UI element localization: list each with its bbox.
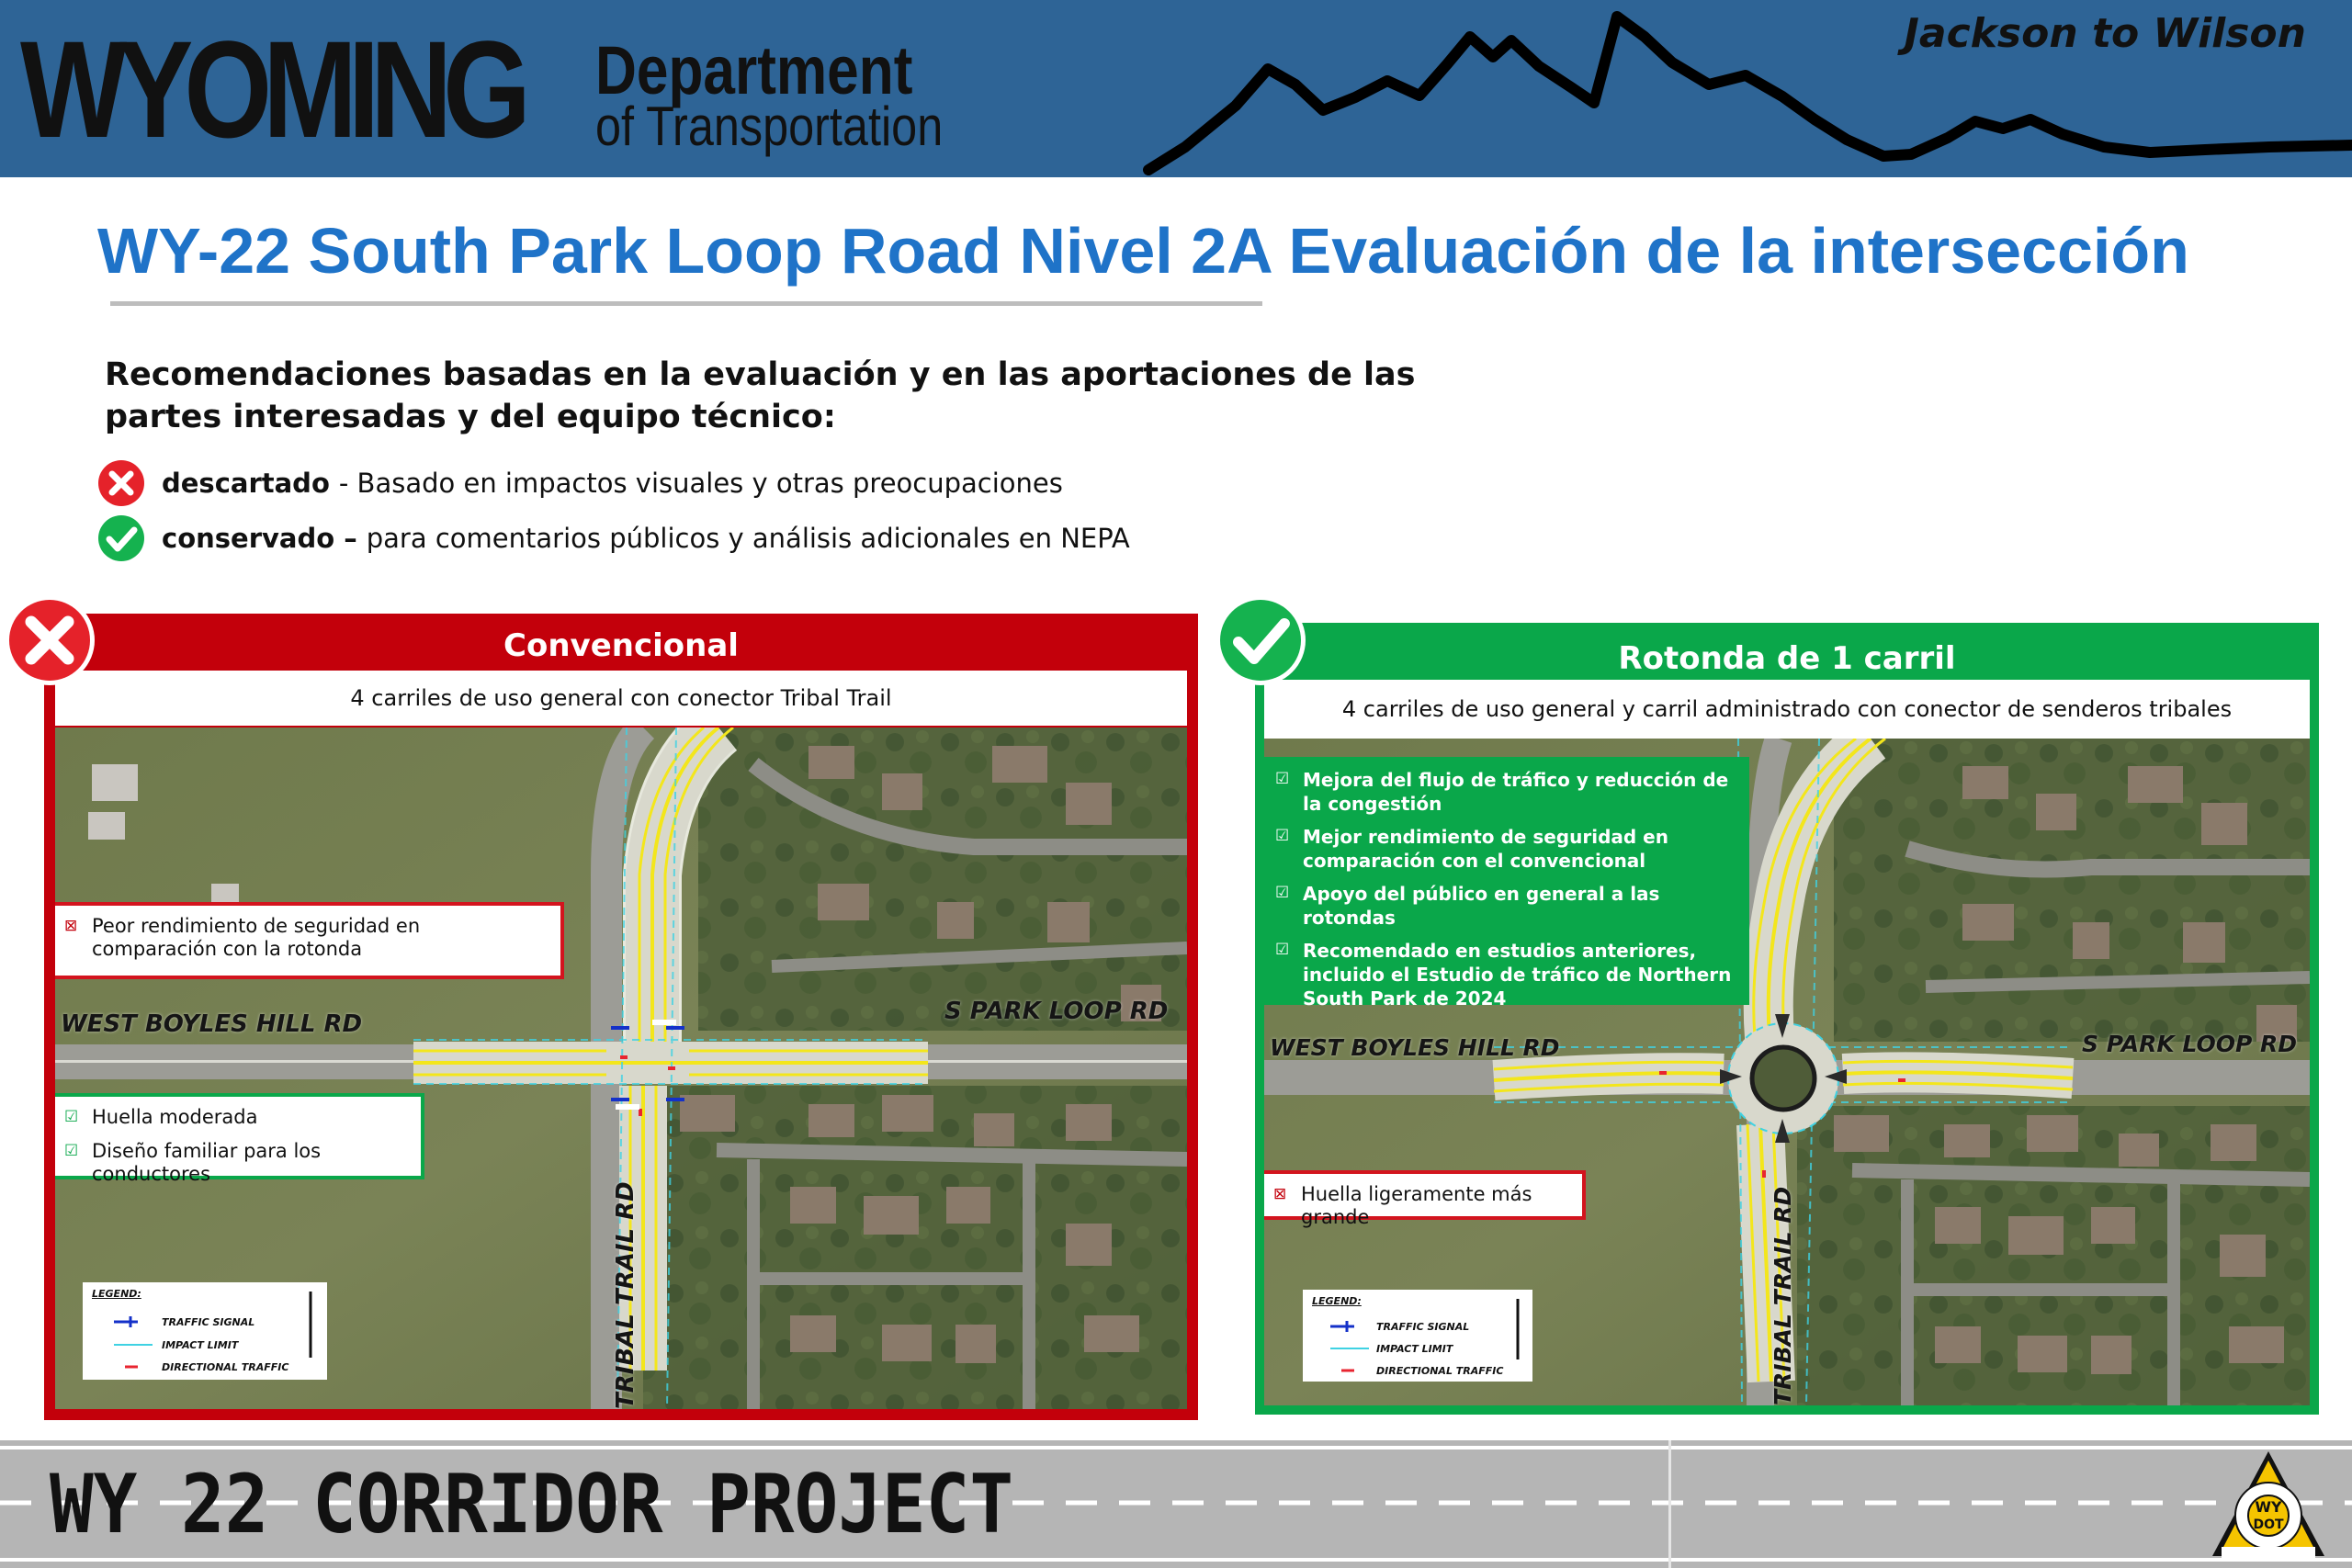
recommendations-heading: Recomendaciones basadas en la evaluación y en las aportaciones de las partes interesadas y del equipo técnico: [105, 356, 1416, 435]
pro-item [64, 1106, 410, 1129]
map-legend [83, 1282, 327, 1380]
option-title: Rotonda de 1 carril [1618, 640, 1956, 677]
kept-badge-icon [1213, 592, 1308, 688]
agency-header [0, 0, 2352, 177]
aerial-map-roundabout [1264, 739, 2310, 1405]
x-checkbox-icon: ⊠ [64, 917, 78, 935]
road-label-east: S PARK LOOP RD [2082, 1031, 2297, 1057]
pro-callout [55, 1093, 424, 1185]
corridor-project-title: WY 22 CORRIDOR PROJECT [50, 1457, 1014, 1551]
check-checkbox-icon: ☑ [64, 1142, 79, 1160]
region-label: Jackson to Wilson [1904, 10, 2306, 57]
x-checkbox-icon: ⊠ [1273, 1185, 1287, 1203]
con-item [1273, 1183, 1571, 1229]
title-divider [110, 301, 1262, 306]
con-callout [1264, 1170, 1586, 1228]
check-checkbox-icon: ☑ [1275, 941, 1290, 959]
legend-item: TRAFFIC SIGNAL [1376, 1321, 1470, 1333]
legend-item: IMPACT LIMIT [1376, 1343, 1453, 1355]
legend-title: LEGEND: [92, 1288, 141, 1300]
option-subtitle: 4 carriles de uso general con conector Tribal Trail [55, 671, 1187, 726]
corridor-footer [0, 1440, 2352, 1568]
option-panel-roundabout [1255, 623, 2319, 1415]
pro-text: Huella moderada [92, 1106, 258, 1128]
legend-kept-text: para comentarios públicos y análisis adicionales en NEPA [366, 523, 1130, 554]
pro-text: Apoyo del público en general a las rotondas [1303, 883, 1660, 929]
department-line-2: of Transportation [595, 96, 944, 157]
wydot-logo [2209, 1448, 2328, 1562]
pro-item [64, 1140, 410, 1186]
legend-discarded-text: - Basado en impactos visuales y otras preocupaciones [338, 468, 1063, 499]
page-title: WY-22 South Park Loop Road Nivel 2A Evaluación de la intersección [97, 215, 2189, 287]
option-subtitle: 4 carriles de uso general y carril administrado con conector de senderos tribales [1264, 680, 2310, 739]
pro-callout [1264, 757, 1749, 1010]
svg-text:WY: WY [2255, 1498, 2282, 1516]
legend-kept-term: conservado – [162, 523, 357, 554]
legend-discarded [97, 458, 1063, 508]
pro-item [1275, 768, 1738, 816]
con-callout [55, 902, 564, 979]
con-item [64, 915, 549, 961]
green-check-circle-icon [97, 514, 145, 562]
check-checkbox-icon: ☑ [64, 1108, 79, 1126]
discarded-badge-icon [2, 592, 97, 688]
option-title: Convencional [503, 627, 739, 664]
road-label-south: TRIBAL TRAIL RD [1770, 1186, 1796, 1405]
check-checkbox-icon: ☑ [1275, 827, 1290, 845]
department-line-1: Department [595, 32, 913, 108]
road-label-east: S PARK LOOP RD [944, 998, 1169, 1025]
road-label-west: WEST BOYLES HILL RD [61, 1010, 363, 1038]
con-text: Huella ligeramente más grande [1301, 1183, 1532, 1228]
aerial-map-conventional [55, 728, 1187, 1409]
pro-text: Diseño familiar para los conductores [92, 1140, 322, 1185]
road-label-west: WEST BOYLES HILL RD [1270, 1034, 1560, 1061]
pro-text: Recomendado en estudios anteriores, incluido el Estudio de tráfico de Northern South Park de 2024 [1303, 940, 1732, 1010]
pro-text: Mejor rendimiento de seguridad en comparación con el convencional [1303, 826, 1668, 872]
svg-text:DOT: DOT [2253, 1517, 2284, 1532]
pro-text: Mejora del flujo de tráfico y reducción de la congestión [1303, 769, 1729, 815]
check-checkbox-icon: ☑ [1275, 884, 1290, 902]
wyoming-wordmark: WYOMING [20, 12, 523, 166]
legend-item: TRAFFIC SIGNAL [162, 1316, 255, 1328]
legend-kept [97, 513, 1130, 563]
pro-item [1275, 825, 1738, 873]
option-panel-conventional [44, 614, 1198, 1420]
legend-title: LEGEND: [1312, 1295, 1362, 1307]
road-label-south: TRIBAL TRAIL RD [612, 1181, 639, 1409]
legend-item: DIRECTIONAL TRAFFIC [1376, 1365, 1504, 1377]
legend-item: IMPACT LIMIT [162, 1339, 239, 1351]
legend-item: DIRECTIONAL TRAFFIC [162, 1361, 289, 1373]
con-text: Peor rendimiento de seguridad en comparación con la rotonda [92, 915, 421, 960]
map-legend [1303, 1290, 1532, 1382]
pro-item [1275, 939, 1738, 1010]
red-x-circle-icon [97, 459, 145, 507]
legend-discarded-term: descartado [162, 468, 330, 499]
pro-item [1275, 882, 1738, 930]
check-checkbox-icon: ☑ [1275, 770, 1290, 788]
